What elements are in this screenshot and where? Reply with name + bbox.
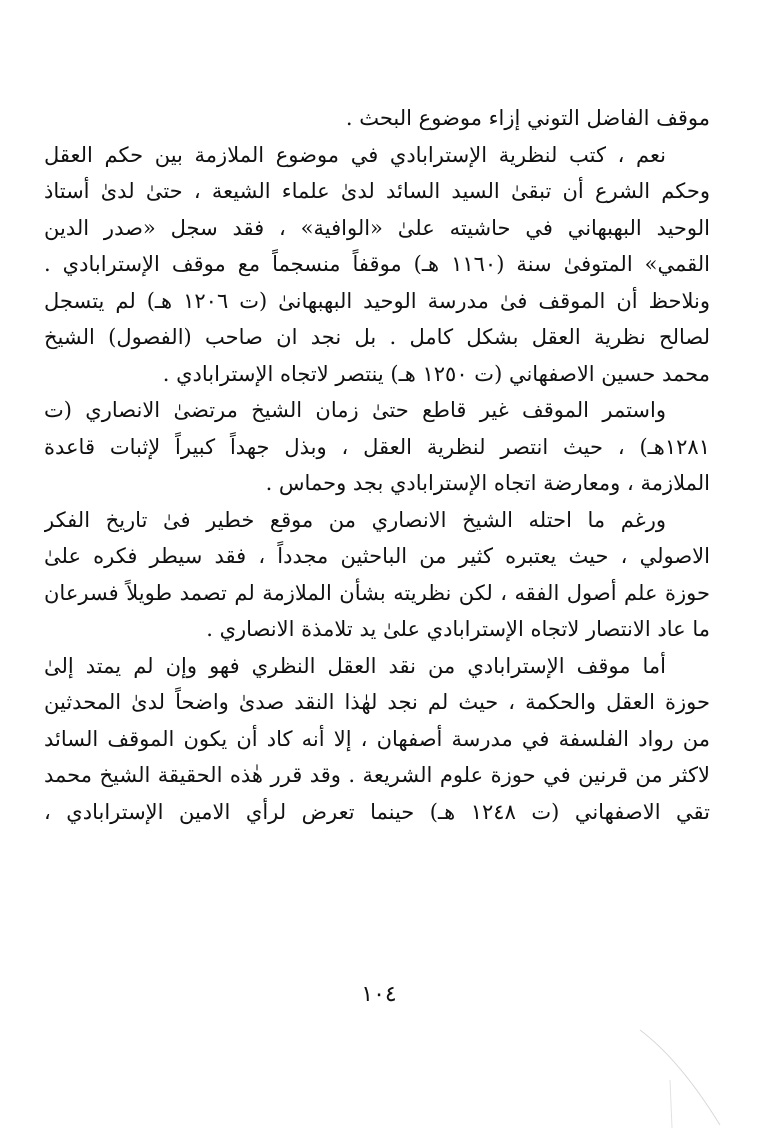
text-line: وحكم الشرع أن تبقىٰ السيد السائد لدىٰ علماء الشيعة ، حتىٰ لدىٰ أستاذ (44, 179, 710, 203)
text-line: ورغم ما احتله الشيخ الانصاري من موقع خطير فىٰ تاريخ الفكر (44, 507, 666, 532)
text-line: حوزة العقل والحكمة ، حيث لم نجد لهٰذا النقد صدىٰ واضحاً لدىٰ المحدثين (44, 690, 710, 714)
body-text (44, 100, 710, 830)
text-line: ١٢٨١هـ) ، حيث انتصر لنظرية العقل ، وبذل جهداً كبيراً لإثبات قاعدة (44, 434, 710, 459)
text-line: الملازمة ، ومعارضة اتجاه الإسترابادي بجد وحماس . (265, 471, 710, 495)
text-line: موقف الفاضل التوني إزاء موضوع البحث . (345, 106, 710, 130)
scan-artifact (610, 1020, 750, 1130)
text-line: أما موقف الإسترابادي من نقد العقل النظري فهو وإن لم يمتد إلىٰ (44, 653, 666, 678)
text-line: حوزة علم أصول الفقه ، لكن نظريته بشأن الملازمة لم تصمد طويلاً فسرعان (44, 580, 710, 605)
text-line: الوحيد البهبهاني في حاشيته علىٰ «الوافية» ، فقد سجل «صدر الدين (44, 215, 710, 240)
text-line: تقي الاصفهاني (ت ١٢٤٨ هـ) حينما تعرض لرأي الامين الإسترابادي ، (44, 799, 710, 824)
text-line: محمد حسين الاصفهاني (ت ١٢٥٠ هـ) ينتصر لاتجاه الإسترابادي . (162, 361, 710, 386)
text-line: لصالح نظرية العقل بشكل كامل . بل نجد ان صاحب (الفصول) الشيخ (44, 325, 710, 349)
text-line: ونلاحظ أن الموقف فىٰ مدرسة الوحيد البهبهانىٰ (ت ١٢٠٦ هـ) لم يتسجل (44, 288, 710, 313)
text-line: ما عاد الانتصار لاتجاه الإسترابادي علىٰ يد تلامذة الانصاري . (206, 617, 710, 641)
text-line: نعم ، كتب لنظرية الإسترابادي في موضوع الملازمة بين حكم العقل (44, 142, 666, 167)
text-line: لاكثر من قرنين في حوزة علوم الشريعة . وقد قرر هٰذه الحقيقة الشيخ محمد (44, 763, 710, 787)
text-line: من رواد الفلسفة في مدرسة أصفهان ، إلا أنه كاد أن يكون الموقف السائد (44, 726, 710, 751)
text-line: القمي» المتوفىٰ سنة (١١٦٠ هـ) موقفاً منسجماً مع موقف الإسترابادي . (44, 252, 710, 276)
text-line: الاصولي ، حيث يعتبره كثير من الباحثين مجدداً ، فقد سيطر فكره علىٰ (44, 544, 710, 568)
text-line: واستمر الموقف غير قاطع حتىٰ زمان الشيخ مرتضىٰ الانصاري (ت (44, 398, 666, 422)
page-number: ١٠٤ (361, 982, 397, 1007)
